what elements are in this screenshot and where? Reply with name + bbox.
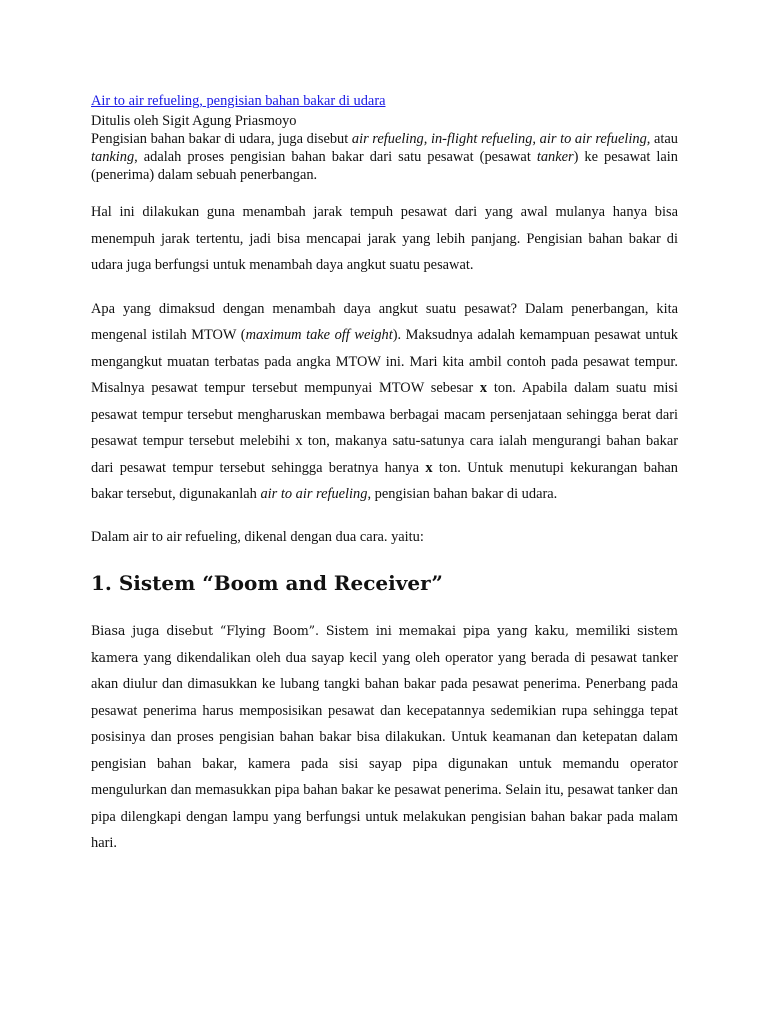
document-page xyxy=(91,91,678,857)
mtow-italic-refueling: air to air refueling xyxy=(260,486,368,502)
mtow-italic-term: maximum take off weight xyxy=(245,327,393,343)
mtow-bold-x-2: x xyxy=(425,459,433,476)
paragraph-intro xyxy=(91,130,678,184)
boom-text-1: Biasa juga disebut “Flying Boom”. Sistem ini memakai pipa yang kaku, memiliki sistem kamera xyxy=(91,623,678,665)
intro-text-1: Pengisian bahan bakar di udara, juga disebut xyxy=(91,131,352,147)
mtow-text-2: ). Maksudnya adalah kemampuan pesawat untuk mengangkut muatan terbatas pada angka MTOW ini. Mari kita ambil contoh pada pesawat tempur. Misalnya pesawat tempur tersebut mempunyai MTOW sebesar xyxy=(91,327,678,396)
author-line: Ditulis oleh Sigit Agung Priasmoyo xyxy=(91,113,297,129)
intro-text-3: , adalah proses pengisian bahan bakar dari satu pesawat (pesawat xyxy=(134,149,537,165)
paragraph-two-methods: Dalam air to air refueling, dikenal dengan dua cara. yaitu: xyxy=(91,528,424,545)
paragraph-range: Hal ini dilakukan guna menambah jarak tempuh pesawat dari yang awal mulanya hanya bisa menempuh jarak tertentu, jadi bisa mencapai jarak yang lebih panjang. Pengisian bahan bakar di udara juga berfungsi untuk menambah daya angkut suatu pesawat. xyxy=(91,204,678,273)
article-title-link[interactable]: Air to air refueling, pengisian bahan bakar di udara xyxy=(91,93,386,109)
paragraph-mtow xyxy=(91,296,678,508)
mtow-text-4: ton. Untuk menutupi kekurangan bahan bakar tersebut, digunakanlah xyxy=(91,459,678,502)
section-heading-boom: 1. Sistem “Boom and Receiver” xyxy=(91,571,443,595)
paragraph-boom xyxy=(91,618,678,857)
intro-text-2: atau xyxy=(650,131,678,147)
mtow-text-5: , pengisian bahan bakar di udara. xyxy=(367,486,558,502)
mtow-text-1: Apa yang dimaksud dengan menambah daya angkut suatu pesawat? Dalam penerbangan, kita mengenal istilah MTOW ( xyxy=(91,300,678,343)
intro-text-4: ) ke pesawat lain (penerima) dalam sebuah penerbangan. xyxy=(91,149,678,183)
intro-italic-tanking: tanking xyxy=(91,149,135,165)
mtow-text-3: ton. Apabila dalam suatu misi pesawat tempur tersebut mengharuskan membawa berbagai macam persenjataan sehingga berat dari pesawat tempur tersebut melebihi x ton, makanya satu-satunya cara ialah mengurangi bahan bakar dari pesawat tempur tersebut sehingga beratnya hanya xyxy=(91,380,678,476)
intro-italic-terms: air refueling, in-flight refueling, air to air refueling, xyxy=(351,131,651,147)
mtow-bold-x-1: x xyxy=(479,380,488,396)
intro-italic-tanker: tanker xyxy=(536,149,574,165)
boom-text-2: yang dikendalikan oleh dua sayap kecil yang oleh operator yang berada di pesawat tanker akan diulur dan dimasukkan ke lubang tangki bahan bakar pada pesawat penerima. Penerbang pada pesawat penerima harus memposisikan pesawat dan kecepatannya sedemikian rupa sehingga tepat posisinya dan proses pengisian bahan bakar bisa dilakukan. Untuk keamanan dan ketepatan dalam pengisian bahan bakar, kamera pada sisi sayap pipa digunakan untuk memandu operator mengulurkan dan memasukkan pipa bahan bakar ke pesawat penerima. Selain itu, pesawat tanker dan pipa dilengkapi dengan lampu yang berfungsi untuk melakukan pengisian bahan bakar pada malam hari. xyxy=(91,649,678,851)
